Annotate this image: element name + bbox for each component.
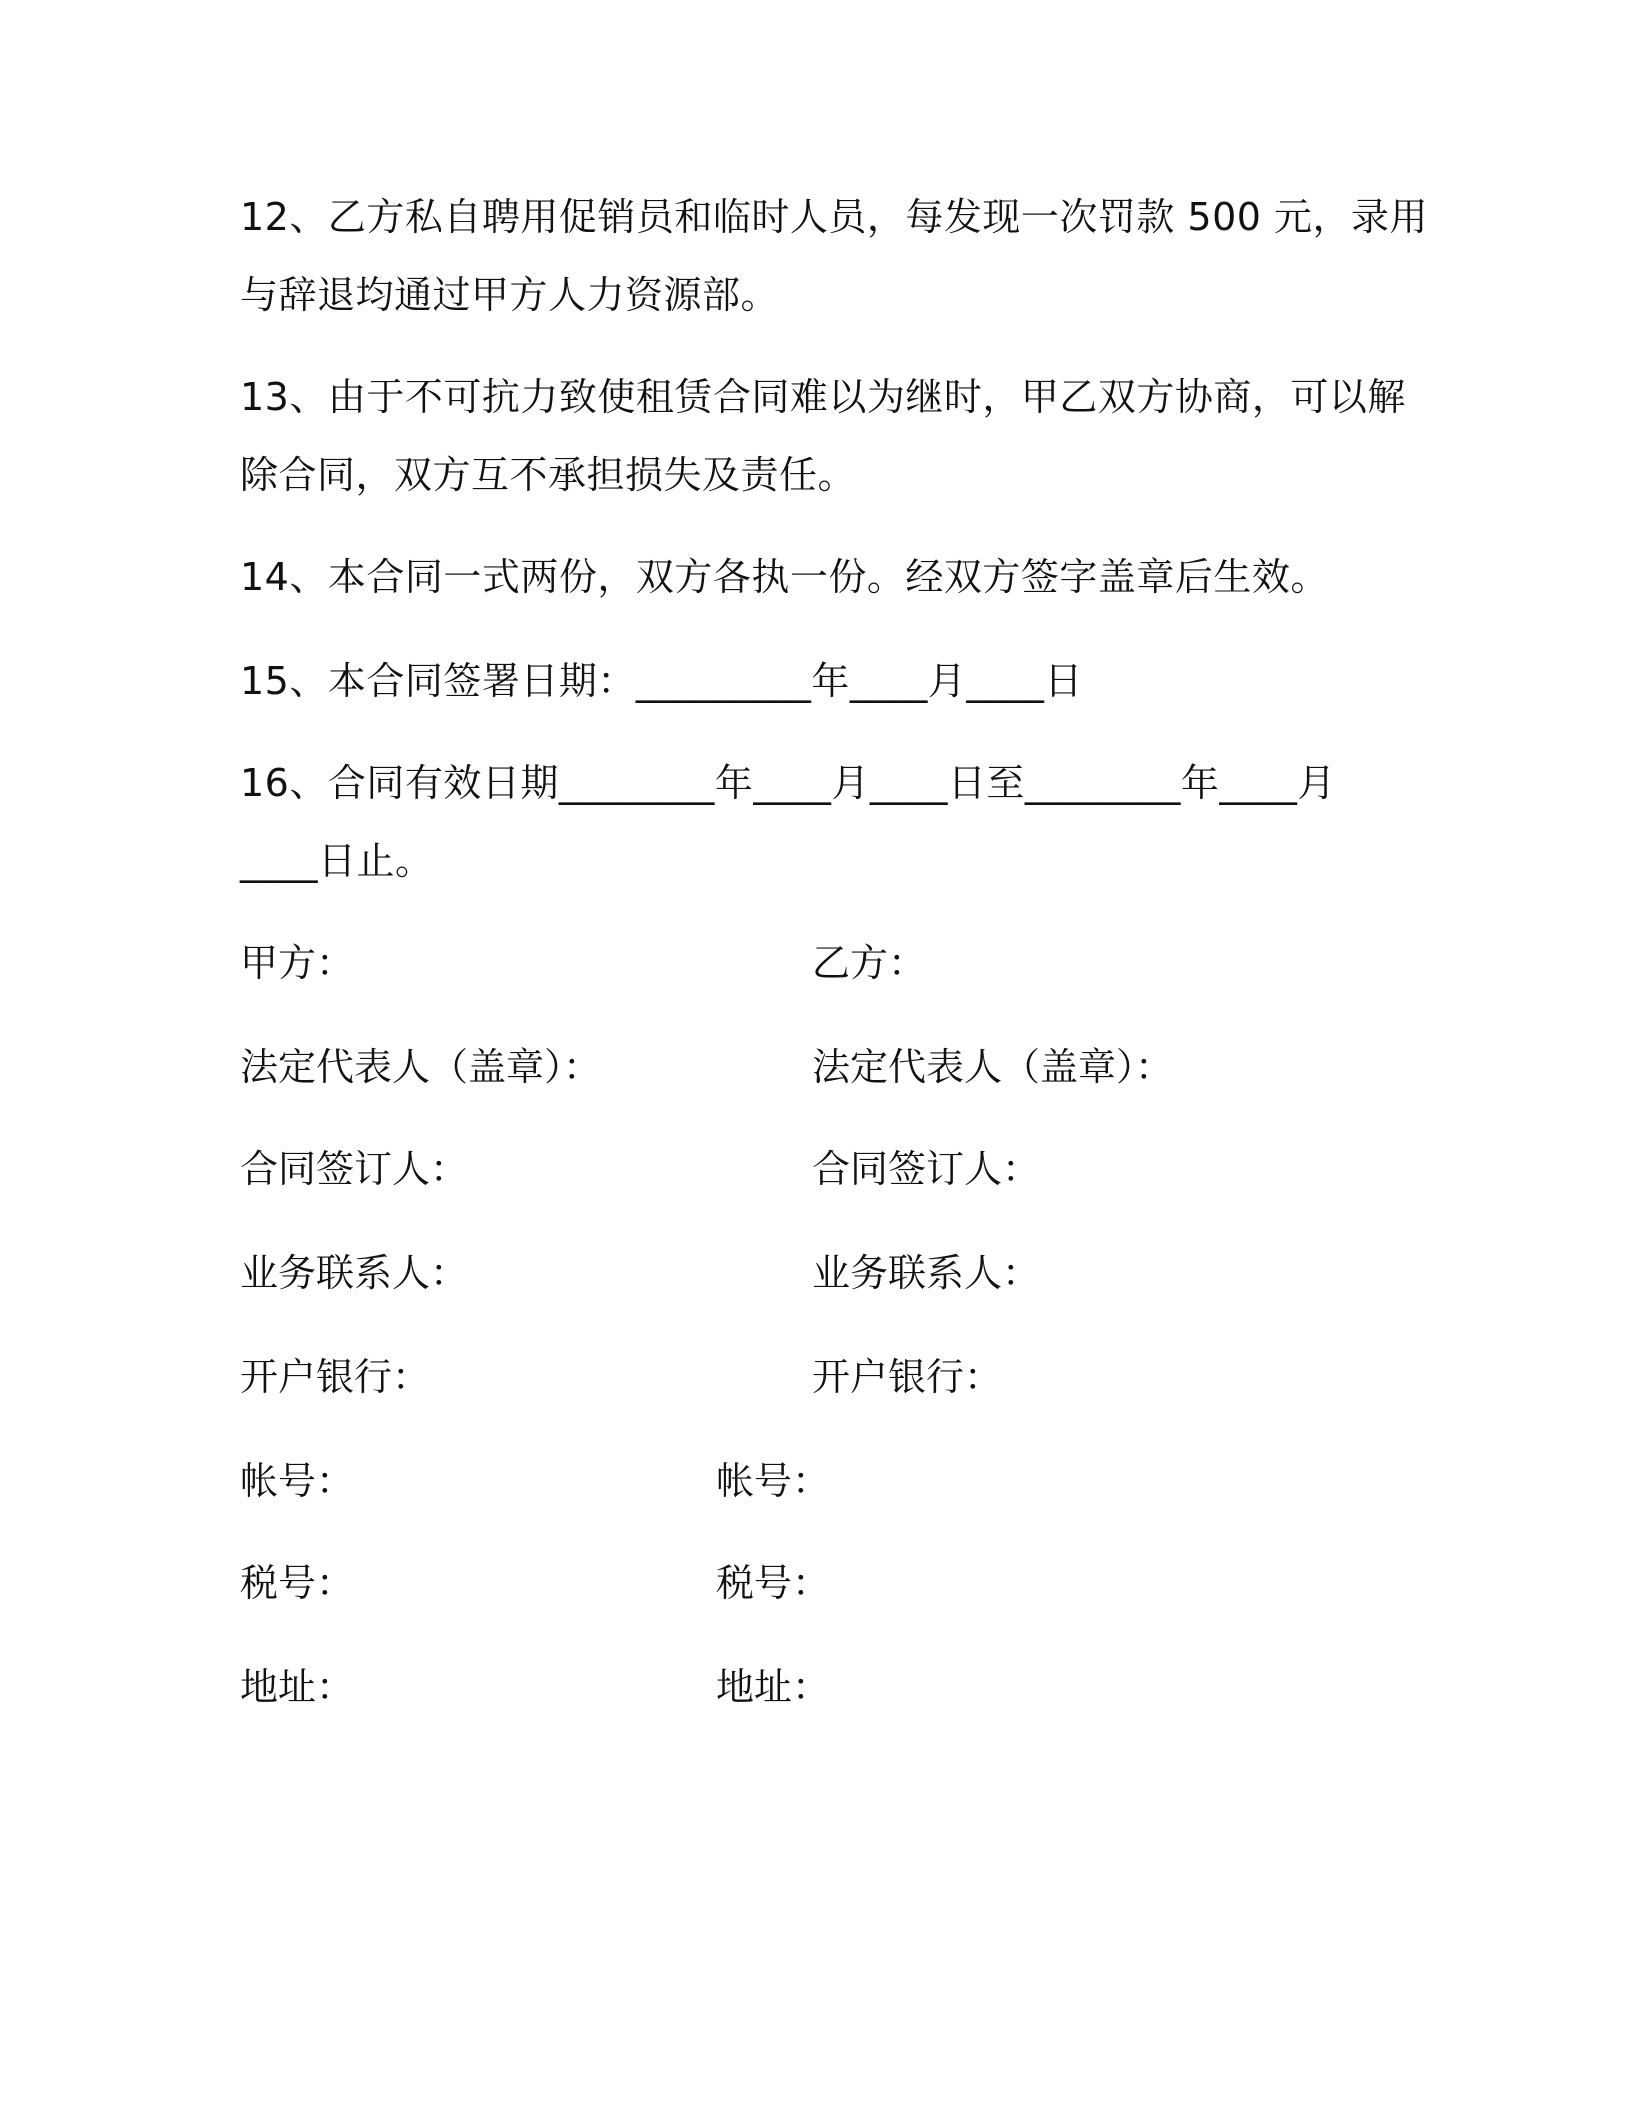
party-a-legal-rep-label: 法定代表人（盖章）： [240,1045,602,1089]
clause-15: 15、本合同签署日期：_________年____月____日 [240,659,1083,703]
clause-12-line-2: 与辞退均通过甲方人力资源部。 [240,273,780,317]
clause-13-line-1: 13、由于不可抗力致使租赁合同难以为继时，甲乙双方协商，可以解 [240,375,1406,419]
party-b-address-label: 地址： [716,1665,831,1709]
party-a-signatory-label: 合同签订人： [240,1147,469,1191]
party-b-contact-label: 业务联系人： [812,1251,1041,1295]
clause-16-line-2: ____日止。 [240,839,434,883]
party-a-account-label: 帐号： [240,1459,355,1503]
party-b-tax-id-label: 税号： [716,1561,831,1605]
party-a-bank-label: 开户银行： [240,1355,431,1399]
party-a-contact-label: 业务联系人： [240,1251,469,1295]
clause-16-line-1: 16、合同有效日期________年____月____日至________年____月 [240,761,1336,805]
party-b-bank-label: 开户银行： [812,1355,1003,1399]
clause-12-line-1: 12、乙方私自聘用促销员和临时人员，每发现一次罚款 500 元，录用 [240,195,1429,239]
party-a-label: 甲方： [240,941,355,985]
party-b-legal-rep-label: 法定代表人（盖章）： [812,1045,1174,1089]
party-b-label: 乙方： [812,941,927,985]
party-b-account-label: 帐号： [716,1459,831,1503]
party-b-signatory-label: 合同签订人： [812,1147,1041,1191]
party-a-address-label: 地址： [240,1665,355,1709]
clause-14: 14、本合同一式两份，双方各执一份。经双方签字盖章后生效。 [240,555,1329,599]
party-a-tax-id-label: 税号： [240,1561,355,1605]
clause-13-line-2: 除合同，双方互不承担损失及责任。 [240,453,857,497]
